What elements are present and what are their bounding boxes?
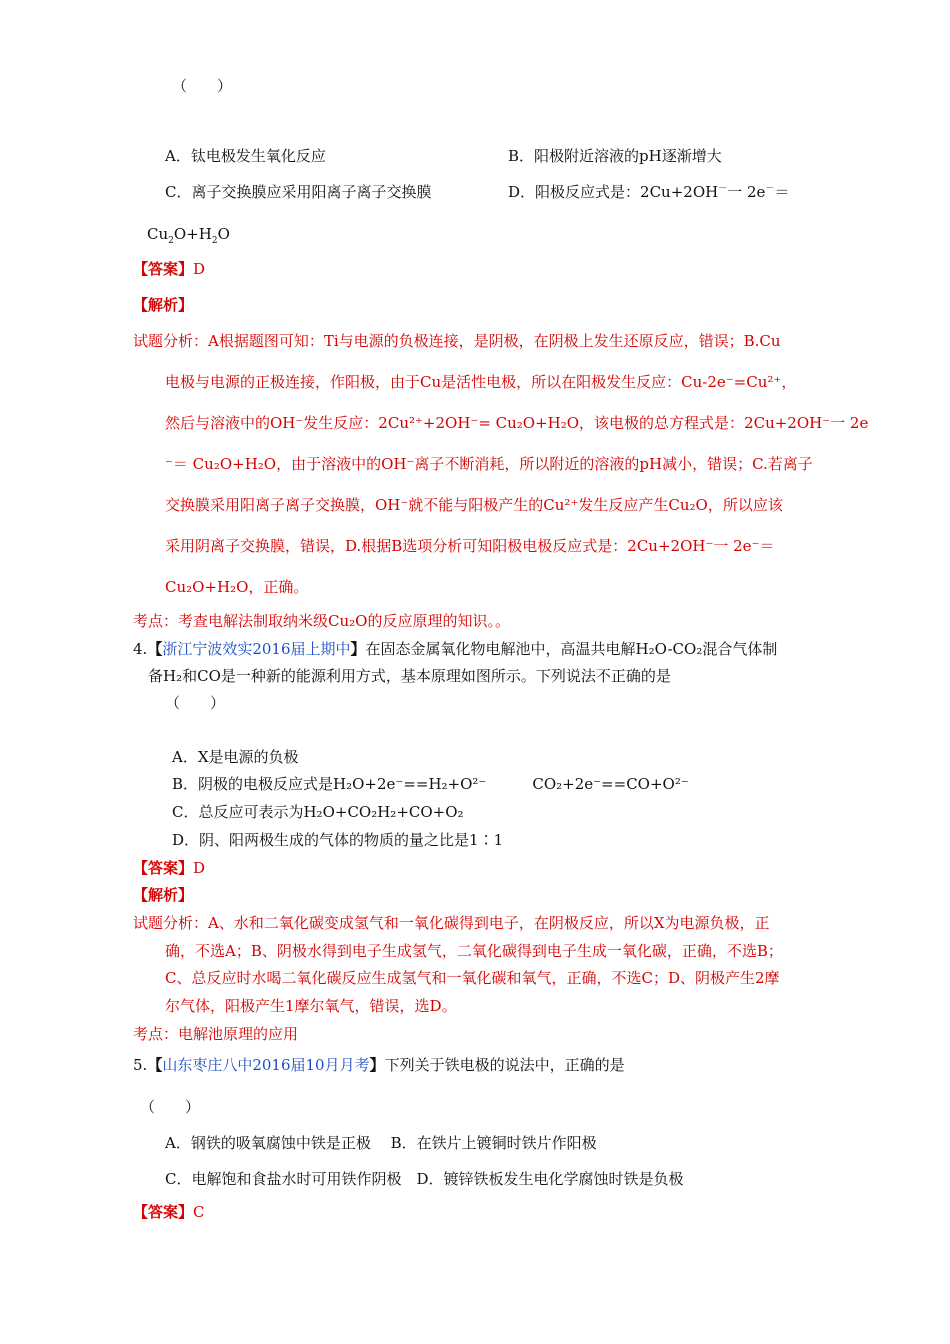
q3-option-d: D．阳极反应式是：2Cu+2OH－一 2e－＝: [508, 183, 790, 201]
q3-paren: （ ）: [172, 77, 233, 95]
q4-source: 浙江宁波效实2016届上期中: [162, 640, 351, 658]
q4-stem: 4.【浙江宁波效实2016届上期中】在固态金属氧化物电解池中，高温共电解H₂O-CO₂混合气体制: [133, 640, 778, 658]
q4-option-c: C．总反应可表示为H₂O+CO₂H₂+CO+O₂: [172, 803, 464, 821]
q4-analysis-line: 尔气体，阳极产生1摩尔氧气，错误，选D。: [165, 997, 457, 1015]
q4-analysis-label: 【解析】: [133, 886, 194, 904]
q4-option-a: A．X是电源的负极: [172, 748, 299, 766]
q5-options-cd: C．电解饱和食盐水时可用铁作阴极 D．镀锌铁板发生电化学腐蚀时铁是负极: [165, 1170, 684, 1188]
q3-option-a: A．钛电极发生氧化反应: [165, 147, 326, 165]
q4-answer: 【答案】D: [133, 859, 206, 877]
q3-analysis-line: Cu₂O+H₂O，正确。: [165, 578, 309, 596]
q4-option-d: D．阴、阳两极生成的气体的物质的量之比是1∶1: [172, 831, 504, 849]
q3-analysis-label: 【解析】: [133, 296, 194, 314]
q4-stem-continued: 备H₂和CO是一种新的能源利用方式，基本原理如图所示。下列说法不正确的是: [148, 667, 671, 685]
q4-paren: （ ）: [165, 694, 226, 712]
q5-answer: 【答案】C: [133, 1203, 205, 1221]
q3-kaodian: 考点：考查电解法制取纳米级Cu₂O的反应原理的知识。。: [133, 612, 510, 630]
q4-analysis-line: 试题分析：A、水和二氧化碳变成氢气和一氧化碳得到电子，在阴极反应，所以X为电源负极，正: [133, 914, 770, 932]
q3-option-d-continued: $Cu_2O+H_2O$: [147, 225, 230, 246]
q5-source: 山东枣庄八中2016届10月月考: [162, 1056, 370, 1074]
q4-analysis-line: 确，不选A；B、阴极水得到电子生成氢气，二氧化碳得到电子生成一氧化碳，正确，不选B；: [165, 942, 783, 960]
q3-analysis-line: ⁻＝ Cu₂O+H₂O，由于溶液中的OH⁻离子不断消耗，所以附近的溶液的pH减小，错误；C.若离子: [165, 455, 813, 473]
q3-analysis-line: 采用阴离子交换膜，错误，D.根据B选项分析可知阳极电极反应式是：2Cu+2OH⁻一 2e⁻＝: [165, 537, 775, 555]
q3-option-c: C．离子交换膜应采用阳离子离子交换膜: [165, 183, 432, 201]
q4-analysis-line: C、总反应时水喝二氧化碳反应生成氢气和一氧化碳和氧气，正确，不选C；D、阴极产生2摩: [165, 969, 780, 987]
q3-analysis-line: 试题分析：A根据题图可知：Ti与电源的负极连接，是阴极，在阴极上发生还原反应，错误；B.Cu: [133, 332, 781, 350]
q3-answer: 【答案】D: [133, 260, 206, 278]
q3-analysis-line: 交换膜采用阳离子离子交换膜，OH⁻就不能与阳极产生的Cu²⁺发生反应产生Cu₂O，所以应该: [165, 496, 783, 514]
q5-options-ab: A．钢铁的吸氧腐蚀中铁是正极 B．在铁片上镀铜时铁片作阳极: [165, 1134, 597, 1152]
q5-paren: （ ）: [140, 1098, 201, 1116]
q3-analysis-line: 电极与电源的正极连接，作阳极，由于Cu是活性电极，所以在阳极发生反应：Cu-2e⁻=Cu²⁺，: [165, 373, 797, 391]
q5-stem: 5.【山东枣庄八中2016届10月月考】下列关于铁电极的说法中，正确的是: [133, 1056, 625, 1074]
q4-option-b: B．阴极的电极反应式是H₂O+2e⁻==H₂+O²⁻ CO₂+2e⁻==CO+O²⁻: [172, 775, 689, 793]
q3-analysis-line: 然后与溶液中的OH⁻发生反应：2Cu²⁺+2OH⁻= Cu₂O+H₂O，该电极的总方程式是：2Cu+2OH⁻一 2e: [165, 414, 869, 432]
q4-kaodian: 考点：电解池原理的应用: [133, 1025, 299, 1043]
q3-option-b: B．阳极附近溶液的pH逐渐增大: [508, 147, 722, 165]
